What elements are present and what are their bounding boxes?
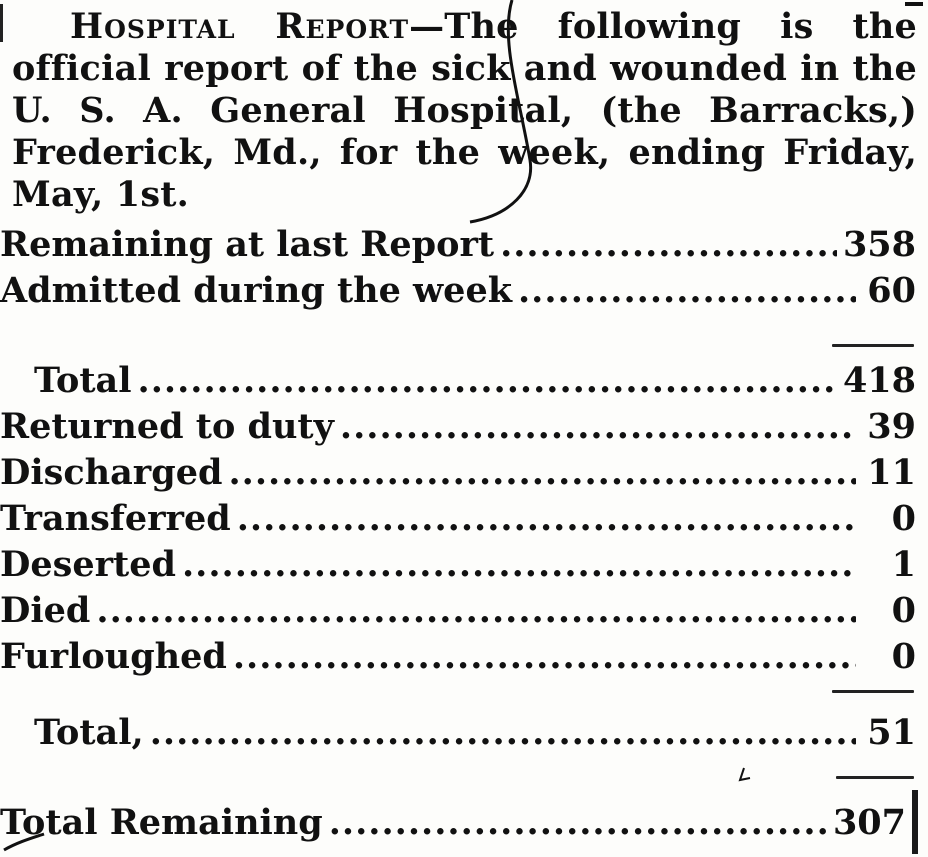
row-value: 11 <box>867 452 916 493</box>
row-value: 0 <box>891 590 916 631</box>
dot-leader <box>500 222 837 268</box>
row-value: 60 <box>867 270 916 311</box>
table-row-remaining-last-report <box>0 222 916 268</box>
table-row-discharged <box>0 450 916 496</box>
dot-leader <box>138 358 837 404</box>
dot-leader <box>340 404 856 450</box>
row-value: 418 <box>842 360 916 401</box>
sum-rule <box>832 690 914 693</box>
report-intro: —The following is the official report of the sick and wounded in the U. S. A. General Hospital, (the Barracks,) Frederick, Md., for the week, ending Friday, May, 1st. <box>12 6 917 215</box>
table-row-admitted <box>0 268 916 314</box>
dot-leader <box>233 634 856 680</box>
row-label: Total Remaining <box>0 802 323 843</box>
row-label: Deserted <box>0 544 176 585</box>
dot-leader <box>150 710 856 756</box>
row-value: 1 <box>891 544 916 585</box>
left-bracket-mark <box>0 4 8 42</box>
pen-stroke <box>740 768 750 780</box>
dot-leader <box>182 542 856 588</box>
row-value: 0 <box>891 498 916 539</box>
row-label: Remaining at last Report <box>0 224 495 265</box>
row-label: Furloughed <box>0 636 227 677</box>
row-label: Discharged <box>0 452 223 493</box>
table-row-deserted <box>0 542 916 588</box>
right-bracket-mark <box>912 790 918 854</box>
row-label: Total <box>34 360 132 401</box>
row-label: Total, <box>34 712 144 753</box>
table-row-total-departed <box>0 710 916 756</box>
sum-rule <box>836 776 914 779</box>
report-heading: Hospital Report <box>70 6 410 47</box>
report-paragraph <box>12 6 917 216</box>
row-value: 51 <box>867 712 916 753</box>
row-value: 358 <box>842 224 916 265</box>
table-row-died <box>0 588 916 634</box>
row-value: 307 <box>832 802 906 843</box>
table-row-transferred <box>0 496 916 542</box>
row-label: Returned to duty <box>0 406 334 447</box>
table-row-total-remaining <box>0 800 906 846</box>
dot-leader <box>237 496 856 542</box>
dot-leader <box>329 800 827 846</box>
dot-leader <box>228 450 856 496</box>
dot-leader <box>96 588 856 634</box>
sum-rule <box>832 344 914 347</box>
row-value: 0 <box>891 636 916 677</box>
dot-leader <box>518 268 856 314</box>
row-label: Died <box>0 590 91 631</box>
table-row-total-admitted <box>0 358 916 404</box>
row-label: Admitted during the week <box>0 270 512 311</box>
row-value: 39 <box>867 406 916 447</box>
table-row-furloughed <box>0 634 916 680</box>
row-label: Transferred <box>0 498 231 539</box>
table-row-returned <box>0 404 916 450</box>
